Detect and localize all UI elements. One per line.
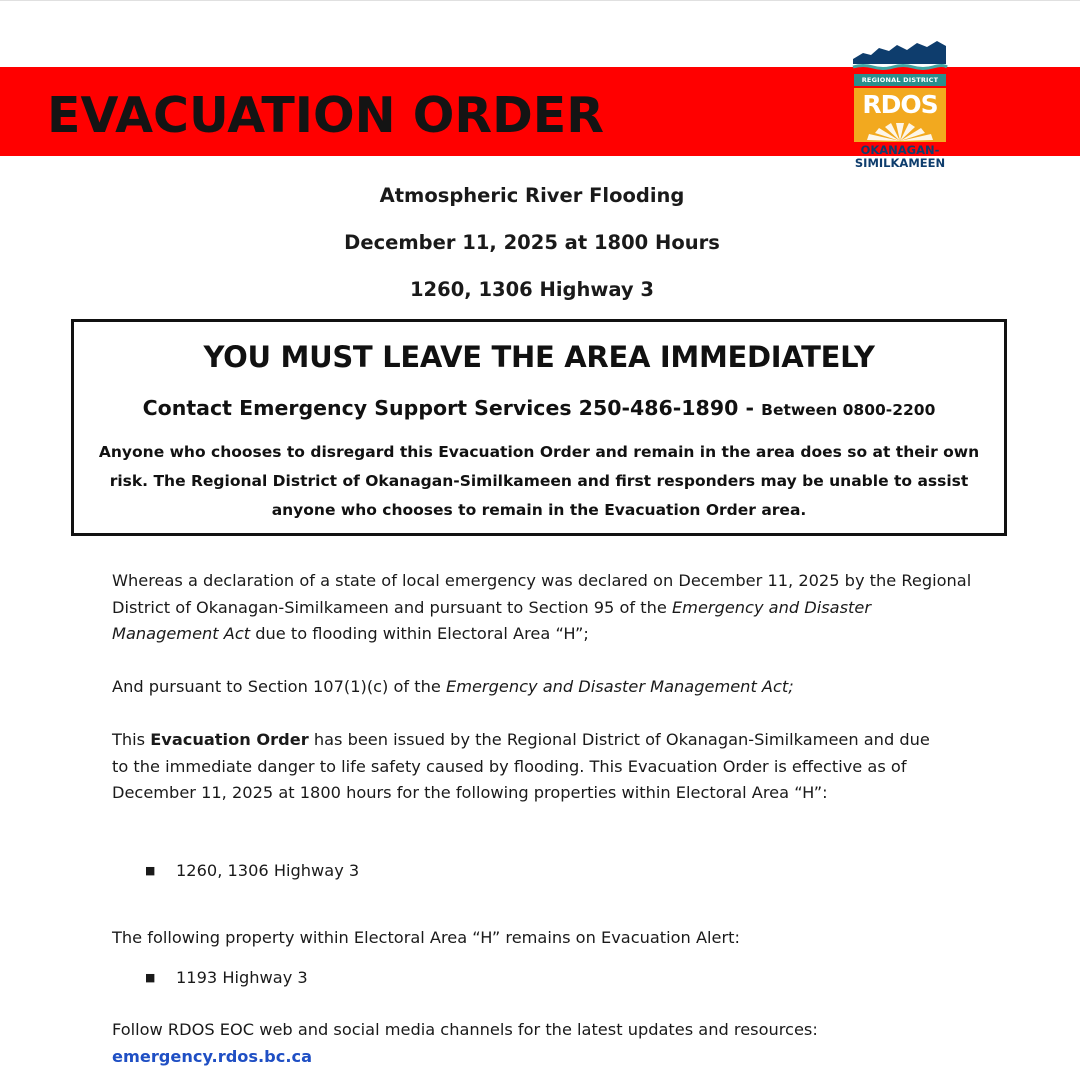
logo-name-line1: OKANAGAN- — [860, 143, 940, 157]
declaration-text-b: due to flooding within Electoral Area “H”; — [250, 624, 589, 643]
event-datetime: December 11, 2025 at 1800 Hours — [344, 231, 720, 254]
banner-title: EVACUATION ORDER — [47, 87, 604, 144]
declaration-text-a: Whereas a declaration of a state of local emergency was declared on December 11, 2025 by the Regional District of Okanagan-Similkameen and pursuant to Section 95 of the — [112, 571, 972, 617]
logo-waves — [853, 66, 947, 69]
logo-band-text: REGIONAL DISTRICT — [861, 76, 939, 84]
pursuant-text: And pursuant to Section 107(1)(c) of the — [112, 677, 446, 696]
event-title: Atmospheric River Flooding — [379, 184, 685, 207]
pursuant-act: Emergency and Disaster Management Act; — [445, 677, 794, 696]
logo-mountains — [853, 41, 946, 64]
top-rule — [0, 0, 1080, 1]
follow-text: Follow RDOS EOC web and social media channels for the latest updates and resources: — [112, 1020, 818, 1039]
order-bold: Evacuation Order — [150, 730, 309, 749]
order-text-b: has been issued by the Regional District of Okanagan-Similkameen and due to the immediate danger to life safety caused by flooding. This Evacuation Order is effective as of December 11, 2025 at 1800 hours for the following properties within Electoral Area “H”: — [112, 730, 930, 802]
event-address: 1260, 1306 Highway 3 — [409, 278, 655, 301]
declaration-act: Emergency and Disaster Management Act — [112, 597, 871, 643]
order-property-item: 1260, 1306 Highway 3 — [176, 861, 360, 880]
emergency-website-link[interactable]: emergency.rdos.bc.ca — [112, 1047, 313, 1066]
contact-label: Contact Emergency Support Services 250-486-1890 - — [142, 396, 762, 420]
notice-box — [71, 319, 1007, 536]
pursuant-paragraph — [112, 674, 972, 701]
order-text-a: This — [112, 730, 151, 749]
alert-intro: The following property within Electoral Area “H” remains on Evacuation Alert: — [112, 928, 740, 947]
logo-name-line2: SIMILKAMEEN — [854, 156, 946, 170]
declaration-paragraph — [112, 568, 972, 648]
alert-property-item: 1193 Highway 3 — [176, 968, 308, 987]
order-paragraph — [112, 727, 942, 807]
contact-hours: Between 0800-2200 — [761, 401, 936, 419]
logo-acronym: RDOS — [862, 90, 938, 119]
contact-line — [74, 394, 1004, 424]
notice-warning: Anyone who chooses to disregard this Evacuation Order and remain in the area does so at their own risk. The Regional District of Okanagan-Similkameen and first responders may be unable to assist anyone who chooses to remain in the Evacuation Order area. — [98, 443, 980, 519]
notice-headline: YOU MUST LEAVE THE AREA IMMEDIATELY — [203, 340, 875, 374]
bullet-icon: ■ — [145, 864, 156, 877]
bullet-icon: ■ — [145, 971, 156, 984]
